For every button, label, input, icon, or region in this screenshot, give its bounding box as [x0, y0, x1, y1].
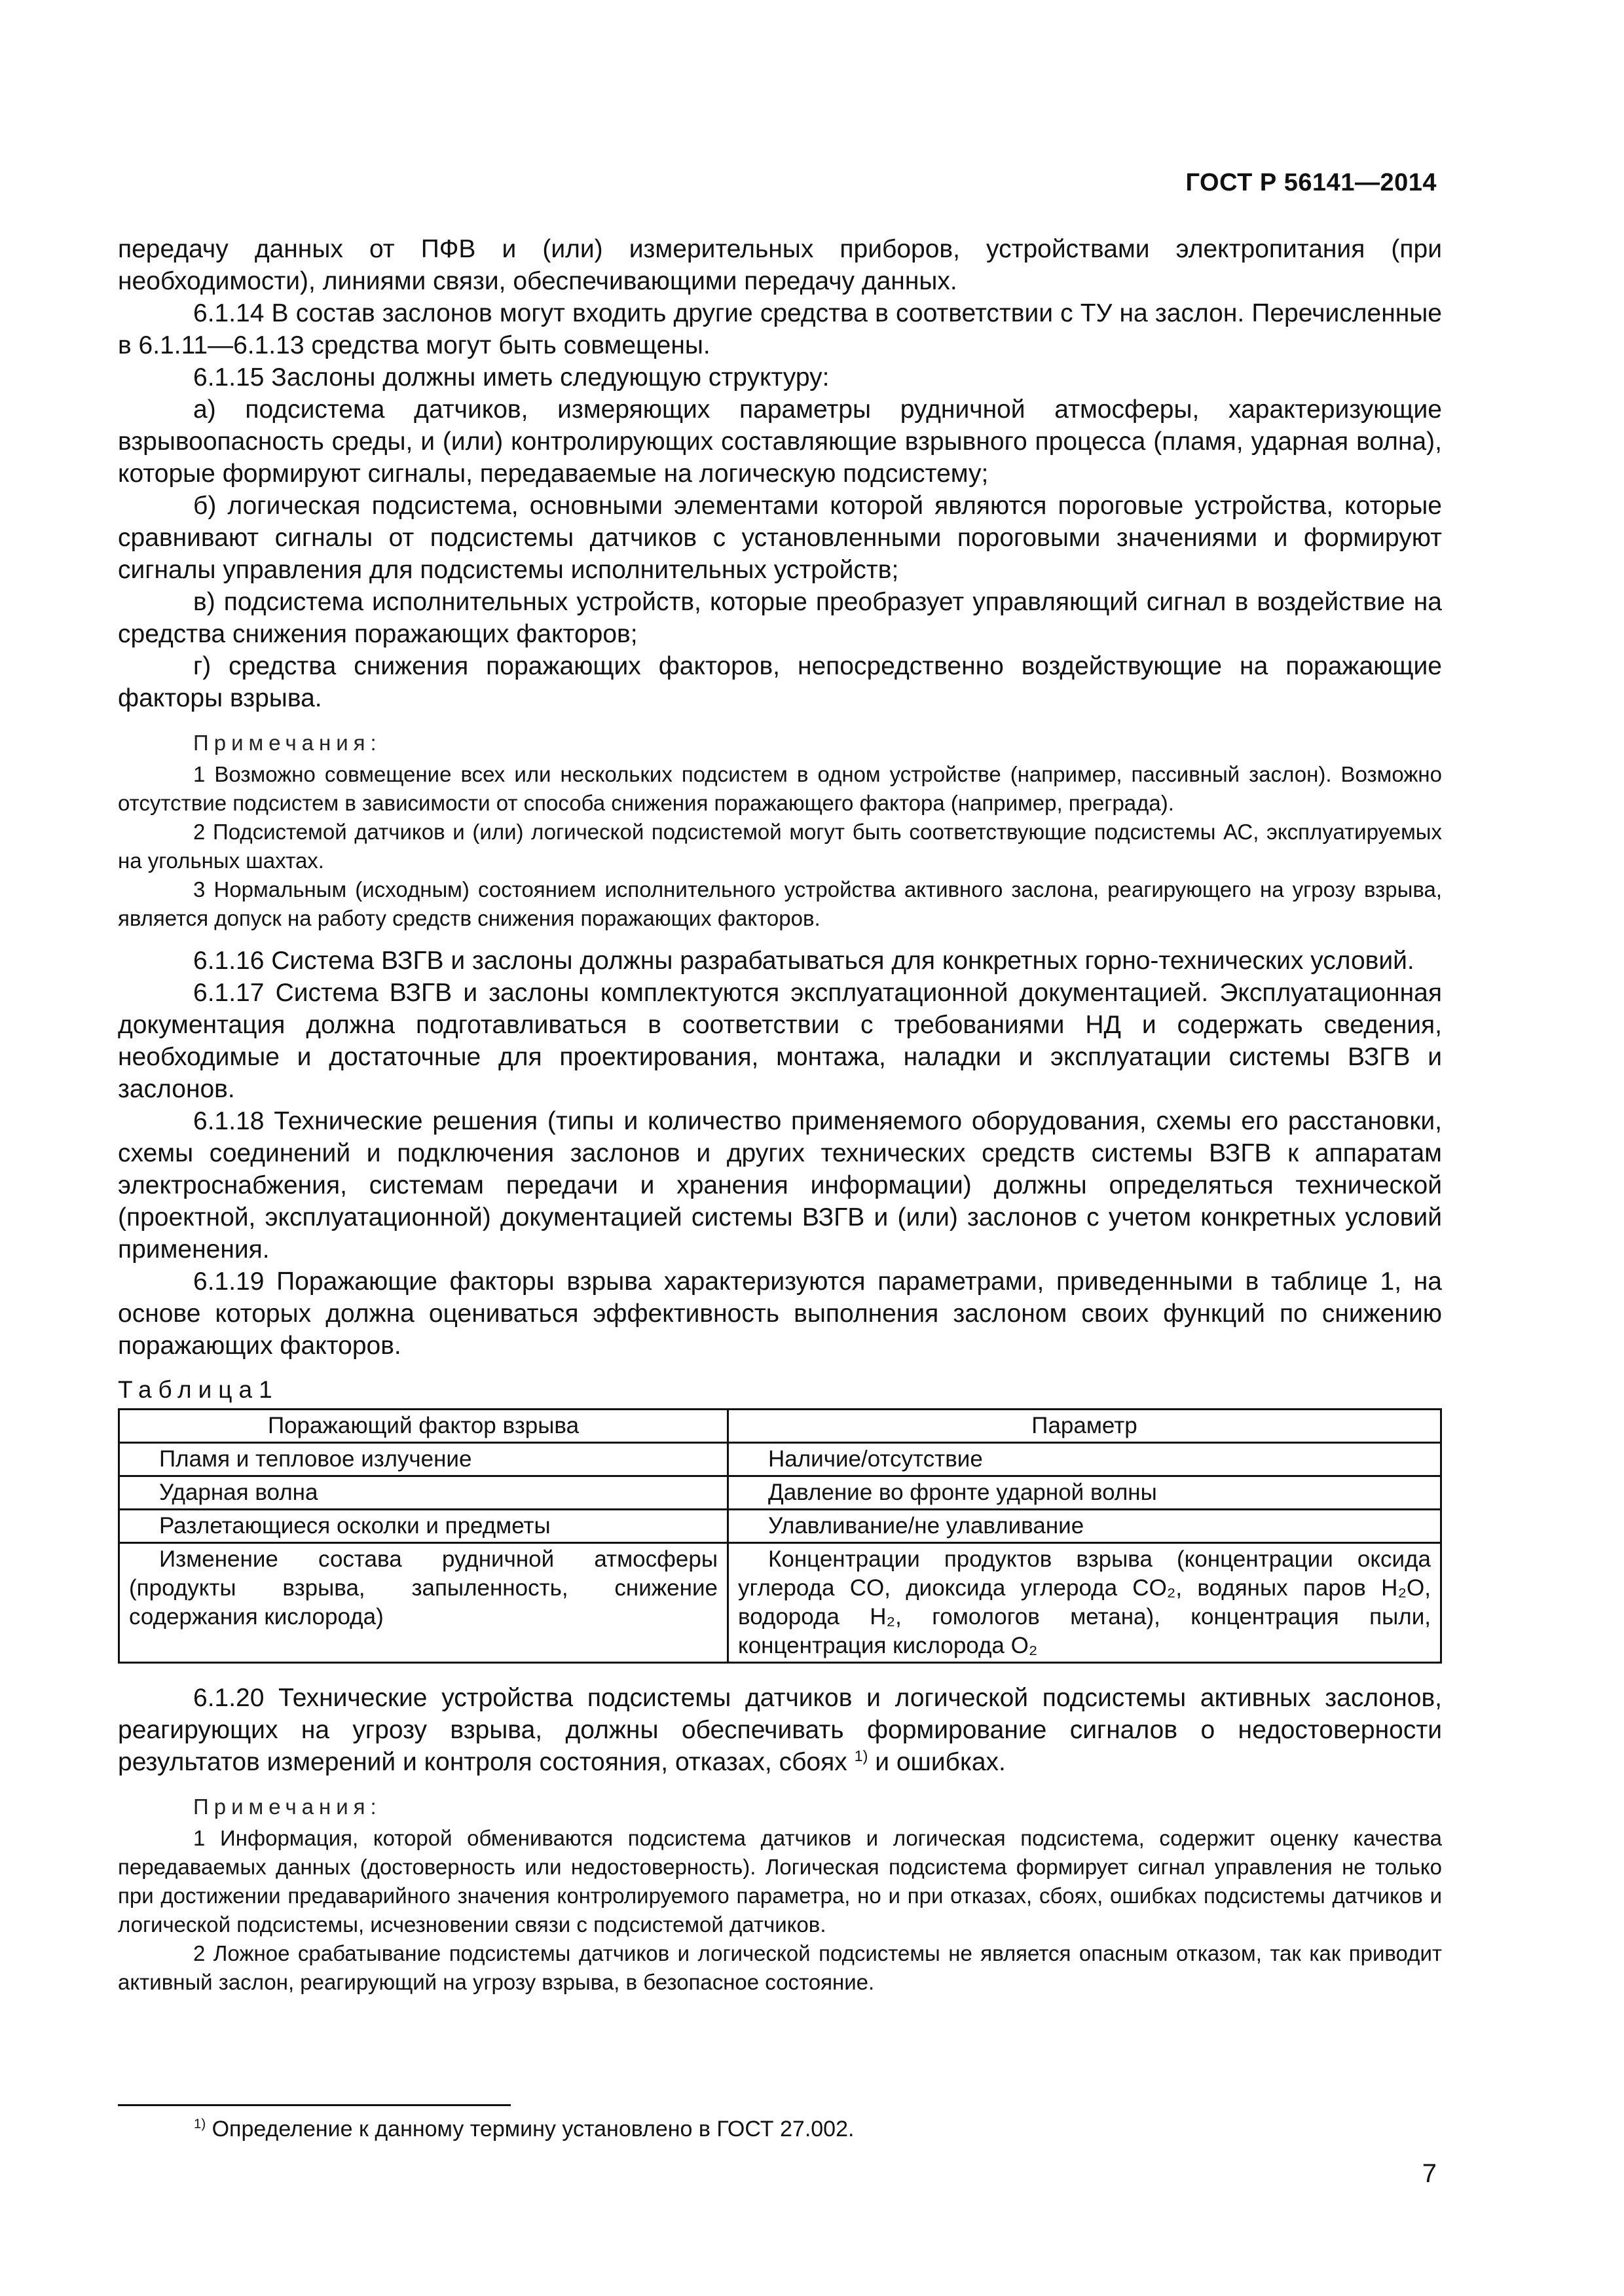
table-cell: Концентрации продуктов взрыва (концентрации оксида углерода CO, диоксида углерода CO₂, водяных паров H₂O, водорода H₂, гомологов метана), концентрация пыли, концентрация кислорода O₂: [728, 1543, 1441, 1663]
table-cell: Наличие/отсутствие: [728, 1443, 1441, 1476]
paragraph-6-1-17: 6.1.17 Система ВЗГВ и заслоны комплектуются эксплуатационной документацией. Эксплуатационная документация должна подготавливаться в соответствии с требованиями НД и содержать сведения, необходимые и достаточные для проектирования, монтажа, наладки и эксплуатации системы ВЗГВ и заслонов.: [118, 979, 1442, 1103]
notes-block-2: [118, 1793, 1442, 1997]
table-cell: Изменение состава рудничной атмосферы (продукты взрыва, запыленность, снижение содержания кислорода): [119, 1543, 728, 1663]
footnote-text: Определение к данному термину установлено в ГОСТ 27.002.: [206, 2117, 855, 2141]
table-cell: Улавливание/не улавливание: [728, 1510, 1441, 1543]
table-header-row: [119, 1410, 1441, 1443]
paragraph-6-1-14: 6.1.14 В состав заслонов могут входить другие средства в соответствии с ТУ на заслон. Перечисленные в 6.1.11—6.1.13 средства могут быть совмещены.: [118, 299, 1442, 359]
notes-block-1: [118, 729, 1442, 933]
note-item: 2 Ложное срабатывание подсистемы датчиков и логической подсистемы не является опасным отказом, так как приводит активный заслон, реагирующий на угрозу взрыва, в безопасное состояние.: [118, 1941, 1442, 1994]
table-row: [119, 1510, 1441, 1543]
paragraph-6-1-16: 6.1.16 Система ВЗГВ и заслоны должны разрабатываться для конкретных горно-технических условий.: [193, 947, 1414, 975]
table-explosion-factors: [118, 1408, 1442, 1664]
table-header-cell: Параметр: [728, 1410, 1441, 1443]
note-item: 2 Подсистемой датчиков и (или) логической подсистемой могут быть соответствующие подсистемы АС, эксплуатируемых на угольных шахтах.: [118, 820, 1442, 873]
note-item: 3 Нормальным (исходным) состоянием исполнительного устройства активного заслона, реагирующего на угрозу взрыва, является допуск на работу средств снижения поражающих факторов.: [118, 877, 1442, 930]
paragraph-text: 6.1.20 Технические устройства подсистемы датчиков и логической подсистемы активных заслонов, реагирующих на угрозу взрыва, должны обеспечивать формирование сигналов о недостоверности результатов измерений и контроля состояния, отказах, сбоях: [118, 1684, 1442, 1776]
table-row: [119, 1476, 1441, 1510]
paragraph-6-1-18: 6.1.18 Технические решения (типы и количество применяемого оборудования, схемы его расстановки, схемы соединений и подключения заслонов и других технических средств системы ВЗГВ к аппаратам электроснабжения, системам передачи и хранения информации) должны определяться технической (проектной, эксплуатационной) документацией системы ВЗГВ и (или) заслонов с учетом конкретных условий применения.: [118, 1107, 1442, 1264]
table-header-cell: Поражающий фактор взрыва: [119, 1410, 728, 1443]
paragraph-6-1-19: 6.1.19 Поражающие факторы взрыва характеризуются параметрами, приведенными в таблице 1, на основе которых должна оцениваться эффективность выполнения заслоном своих функций по снижению поражающих факторов.: [118, 1267, 1442, 1360]
note-item: 1 Информация, которой обмениваются подсистема датчиков и логическая подсистема, содержит оценку качества передаваемых данных (достоверность или недостоверность). Логическая подсистема формирует сигнал управления не только при достижении предаварийного значения контролируемого параметра, но и при отказах, сбоях, ошибках подсистемы датчиков и логической подсистемы, исчезновении связи с подсистемой датчиков.: [118, 1826, 1442, 1937]
document-body: [118, 233, 1442, 2009]
list-item-b: б) логическая подсистема, основными элементами которой являются пороговые устройства, которые сравнивают сигналы от подсистемы датчиков с установленными пороговыми значениями и формируют сигналы управления для подсистемы исполнительных устройств;: [118, 492, 1442, 584]
table-cell: Пламя и тепловое излучение: [119, 1443, 728, 1476]
table-cell: Давление во фронте ударной волны: [728, 1476, 1441, 1510]
notes-title: Примечания:: [193, 1795, 382, 1819]
footnote-mark: 1): [194, 2117, 206, 2132]
list-item-v: в) подсистема исполнительных устройств, которые преобразует управляющий сигнал в воздействие на средства снижения поражающих факторов;: [118, 588, 1442, 648]
table-title: Таблица1: [118, 1376, 279, 1403]
list-item-g: г) средства снижения поражающих факторов, непосредственно воздействующие на поражающие факторы взрыва.: [118, 652, 1442, 712]
paragraph-continuation: передачу данных от ПФВ и (или) измерительных приборов, устройствами электропитания (при необходимости), линиями связи, обеспечивающими передачу данных.: [118, 235, 1442, 295]
paragraph-6-1-15: 6.1.15 Заслоны должны иметь следующую структуру:: [193, 363, 830, 392]
table-row: [119, 1543, 1441, 1663]
list-item-a: а) подсистема датчиков, измеряющих параметры рудничной атмосферы, характеризующие взрывоопасность среды, и (или) контролирующих составляющие взрывного процесса (пламя, ударная волна), которые формируют сигналы, передаваемые на логическую подсистему;: [118, 395, 1442, 488]
paragraph-6-1-20: [118, 1682, 1442, 1778]
note-item: 1 Возможно совмещение всех или нескольких подсистем в одном устройстве (например, пассивный заслон). Возможно отсутствие подсистем в зависимости от способа снижения поражающего фактора (например, преграда).: [118, 762, 1442, 815]
document-header: ГОСТ Р 56141—2014: [1185, 169, 1437, 196]
page-number: 7: [1422, 2159, 1437, 2188]
paragraph-text: и ошибках.: [868, 1748, 1006, 1776]
table-cell: Ударная волна: [119, 1476, 728, 1510]
table-row: [119, 1443, 1441, 1476]
footnote-reference[interactable]: 1): [854, 1747, 868, 1764]
table-cell: Разлетающиеся осколки и предметы: [119, 1510, 728, 1543]
footnote-divider: [118, 2104, 511, 2106]
footnote: [194, 2115, 854, 2143]
notes-title: Примечания:: [193, 731, 382, 755]
